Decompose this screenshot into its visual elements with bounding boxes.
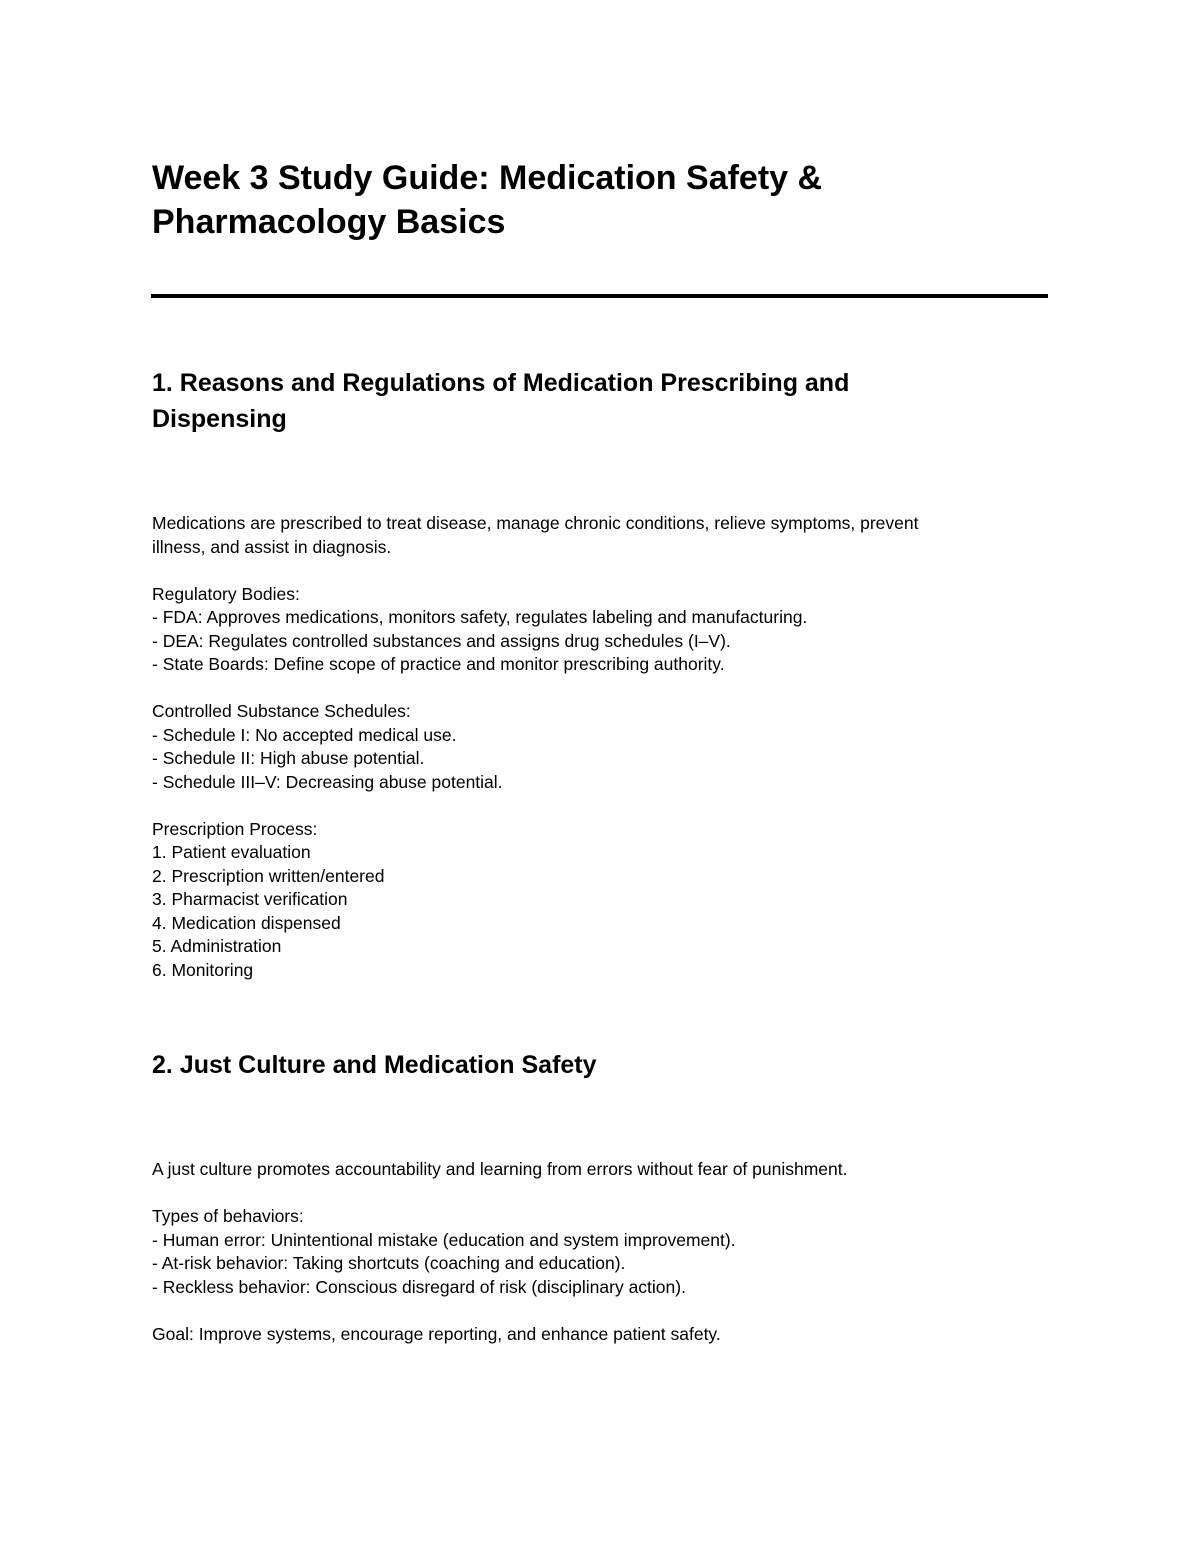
process-step: 1. Patient evaluation — [152, 842, 311, 862]
regulatory-item: - DEA: Regulates controlled substances and assigns drug schedules (I–V). — [152, 630, 731, 651]
section-2-body — [152, 1158, 1052, 1346]
process-step: 3. Pharmacist verification — [152, 889, 348, 909]
section-1-heading — [152, 365, 1052, 437]
paragraph-gap — [152, 559, 1052, 583]
paragraph-gap — [152, 794, 1052, 818]
page-title-line-2: Pharmacology Basics — [152, 203, 506, 241]
behaviors-heading: Types of behaviors: — [152, 1206, 304, 1226]
schedule-item: - Schedule II: High abuse potential. — [152, 748, 425, 768]
section-2-heading-line: 2. Just Culture and Medication Safety — [152, 1051, 597, 1079]
section-1-heading-line-2: Dispensing — [152, 405, 287, 433]
page-title — [152, 156, 1052, 244]
section-1-heading-line-1: 1. Reasons and Regulations of Medication Prescribing and — [152, 369, 850, 397]
section-1-intro-line-1: Medications are prescribed to treat disease, manage chronic conditions, relieve symptoms, prevent — [152, 513, 919, 533]
process-step: 2. Prescription written/entered — [152, 865, 385, 886]
prescription-process-heading: Prescription Process: — [152, 818, 318, 839]
paragraph-gap — [152, 1182, 1052, 1206]
schedules-heading: Controlled Substance Schedules: — [152, 701, 411, 721]
section-1-body — [152, 512, 1052, 982]
section-1-intro-line-2: illness, and assist in diagnosis. — [152, 536, 392, 557]
paragraph-gap — [152, 1299, 1052, 1323]
process-step: 5. Administration — [152, 936, 282, 956]
regulatory-item: - State Boards: Define scope of practice and monitor prescribing authority. — [152, 654, 725, 674]
schedule-item: - Schedule I: No accepted medical use. — [152, 724, 457, 745]
regulatory-item: - FDA: Approves medications, monitors safety, regulates labeling and manufacturing. — [152, 607, 808, 627]
page-title-line-1: Week 3 Study Guide: Medication Safety & — [152, 159, 823, 197]
behavior-item: - At-risk behavior: Taking shortcuts (coaching and education). — [152, 1253, 626, 1273]
paragraph-gap — [152, 677, 1052, 701]
process-step: 4. Medication dispensed — [152, 912, 341, 933]
horizontal-divider — [151, 294, 1048, 298]
behavior-item: - Reckless behavior: Conscious disregard of risk (disciplinary action). — [152, 1276, 686, 1297]
behavior-item: - Human error: Unintentional mistake (education and system improvement). — [152, 1229, 736, 1250]
schedule-item: - Schedule III–V: Decreasing abuse potential. — [152, 771, 503, 792]
section-2-intro: A just culture promotes accountability and learning from errors without fear of punishment. — [152, 1159, 848, 1179]
goal-statement: Goal: Improve systems, encourage reporting, and enhance patient safety. — [152, 1323, 721, 1344]
process-step: 6. Monitoring — [152, 959, 254, 980]
section-2-heading — [152, 1047, 1052, 1083]
regulatory-bodies-heading: Regulatory Bodies: — [152, 583, 300, 604]
